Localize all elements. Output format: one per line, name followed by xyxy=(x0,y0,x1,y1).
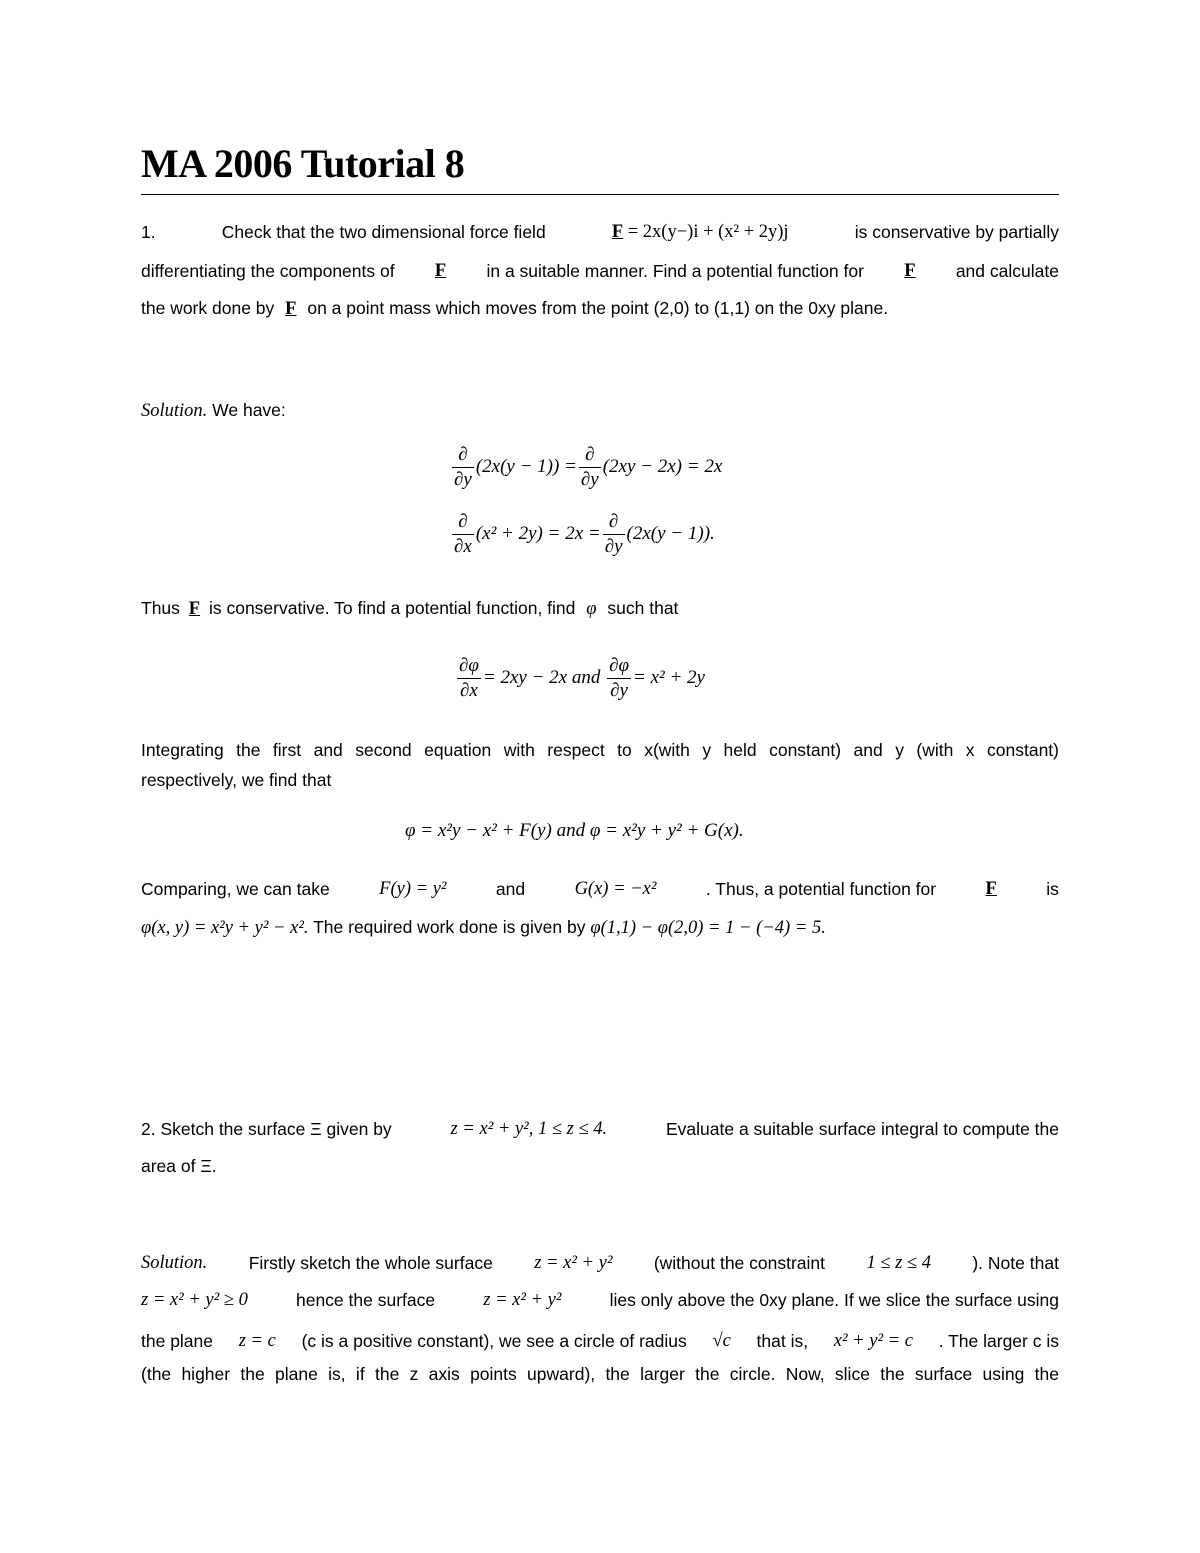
vector-F: F xyxy=(285,299,297,319)
page-title: MA 2006 Tutorial 8 xyxy=(141,141,465,186)
frac-dphi-dy xyxy=(607,654,631,703)
sol1-thus xyxy=(141,598,1059,620)
frac-den: ∂y xyxy=(610,680,628,701)
q1-text-1: Check that the two dimensional force field xyxy=(221,222,546,242)
field-expr: = 2x(y−)i + (x² + 2y)j xyxy=(627,222,789,242)
vector-F: F xyxy=(434,261,447,281)
frac-den: ∂y xyxy=(580,469,599,490)
work-text: The required work done is given by xyxy=(313,917,586,937)
eq2-lhs: (x² + 2y) = 2x = xyxy=(475,522,601,544)
potential-function: φ(x, y) = x²y + y² − x². xyxy=(141,918,309,938)
sol2-text: that is, xyxy=(756,1331,809,1351)
q2-text-1: 2. Sketch the surface Ξ given by xyxy=(141,1119,392,1139)
q2-line-1 xyxy=(141,1119,1059,1140)
eq1-lhs: (2x(y − 1)) = xyxy=(475,455,577,477)
q1-field xyxy=(612,222,789,243)
eq2-rhs: (2x(y − 1)). xyxy=(626,522,715,544)
eq4-left: φ = x²y − x² + F(y) xyxy=(405,820,552,841)
work-result: φ(1,1) − φ(2,0) = 1 − (−4) = 5. xyxy=(590,918,826,938)
q1-number: 1. xyxy=(141,222,156,242)
eq3-left: = 2xy − 2x xyxy=(482,666,568,688)
q2-text-2: Evaluate a suitable surface integral to compute the xyxy=(665,1119,1059,1139)
phi-symbol: φ xyxy=(586,599,597,619)
comparing-text: Comparing, we can take xyxy=(141,879,330,899)
eq1-rhs: (2xy − 2x) = 2x xyxy=(602,455,723,477)
q1-text-5: and calculate xyxy=(955,261,1059,281)
sol2-line-1 xyxy=(141,1253,1059,1274)
q1-text-4: in a suitable manner. Find a potential function for xyxy=(486,261,864,281)
vector-F: F xyxy=(188,599,201,619)
frac-d-dx xyxy=(452,510,474,559)
vector-F: F xyxy=(985,879,997,899)
sqrt-c: √c xyxy=(712,1331,731,1351)
q1-line-1 xyxy=(141,222,1059,243)
frac-den: ∂x xyxy=(460,680,478,701)
frac-dphi-dx xyxy=(457,654,481,703)
frac-num: ∂ xyxy=(579,443,601,468)
eq4-right: φ = x²y + y² + G(x). xyxy=(589,820,744,841)
sol2-text: (without the constraint xyxy=(653,1253,826,1273)
sol2-line-4: (the higher the plane is, if the z axis points upward), the larger the circle. Now, slice the surface using the xyxy=(141,1364,1059,1384)
constraint-expr: 1 ≤ z ≤ 4 xyxy=(866,1253,931,1273)
sol2-text: hence the surface xyxy=(295,1290,436,1310)
q1-text-2: is conservative by partially xyxy=(854,222,1059,242)
circle-expr: x² + y² = c xyxy=(833,1331,913,1351)
q1-text-7: on a point mass which moves from the point (2,0) to (1,1) on the 0xy plane. xyxy=(307,298,889,318)
q1-line-3 xyxy=(141,298,1059,320)
thus-text-2: is conservative. To find a potential function, find xyxy=(208,598,576,618)
sol2-text: ). Note that xyxy=(972,1253,1059,1273)
frac-d-dy xyxy=(579,443,601,492)
plane-expr: z = c xyxy=(238,1331,276,1351)
eq3-and: and xyxy=(571,666,601,688)
title-rule xyxy=(141,194,1059,195)
equation-1 xyxy=(450,443,722,492)
frac-num: ∂ xyxy=(452,443,474,468)
eq3-right: = x² + 2y xyxy=(633,666,705,688)
sol2-text: Firstly sketch the whole surface xyxy=(248,1253,493,1273)
sol2-line-2 xyxy=(141,1290,1059,1311)
G-of-x: G(x) = −x² xyxy=(574,879,657,899)
q2-line-2: area of Ξ. xyxy=(141,1156,217,1176)
frac-num: ∂ xyxy=(452,510,474,535)
solution-label: Solution. xyxy=(141,1253,208,1273)
sol1-integrating-1: Integrating the first and second equation with respect to x(with y held constant) and y (with x constant) xyxy=(141,740,1059,760)
vector-F: F xyxy=(611,222,624,242)
sol1-integrating-2: respectively, we find that xyxy=(141,770,332,790)
frac-num: ∂φ xyxy=(607,654,631,679)
surface-expr: z = x² + y² xyxy=(483,1290,562,1310)
comparing-text-2: . Thus, a potential function for xyxy=(705,879,937,899)
frac-den: ∂x xyxy=(454,536,472,557)
inequality-expr: z = x² + y² ≥ 0 xyxy=(141,1290,248,1310)
comparing-is: is xyxy=(1046,879,1059,899)
comparing-and: and xyxy=(495,879,526,899)
thus-text: Thus xyxy=(141,598,180,618)
frac-num: ∂ xyxy=(603,510,625,535)
F-of-y: F(y) = y² xyxy=(379,879,447,899)
frac-num: ∂φ xyxy=(457,654,481,679)
sol2-text: (c is a positive constant), we see a circle of radius xyxy=(301,1331,687,1351)
sol1-comparing xyxy=(141,879,1059,900)
frac-d-dy xyxy=(603,510,625,559)
sol2-text: . The larger c is xyxy=(938,1331,1059,1351)
thus-text-3: such that xyxy=(607,598,679,618)
frac-d-dy xyxy=(452,443,474,492)
q1-text-6: the work done by xyxy=(141,298,275,318)
frac-den: ∂y xyxy=(604,536,623,557)
surface-def: z = x² + y², 1 ≤ z ≤ 4. xyxy=(450,1119,608,1139)
equation-3 xyxy=(455,654,705,703)
surface-expr: z = x² + y² xyxy=(534,1253,613,1273)
sol1-intro xyxy=(141,400,1059,422)
eq4-and: and xyxy=(556,820,586,841)
equation-2 xyxy=(450,510,715,559)
sol1-work xyxy=(141,917,1059,939)
frac-den: ∂y xyxy=(454,469,472,490)
sol2-line-3 xyxy=(141,1331,1059,1352)
sol2-text: lies only above the 0xy plane. If we slice the surface using xyxy=(609,1290,1059,1310)
q1-line-2 xyxy=(141,261,1059,282)
q1-text-3: differentiating the components of xyxy=(141,261,395,281)
solution-label: Solution. xyxy=(141,401,208,421)
vector-F: F xyxy=(904,261,916,281)
equation-4 xyxy=(405,820,744,842)
sol2-text: the plane xyxy=(141,1331,214,1351)
sol1-intro-text: We have: xyxy=(212,400,286,420)
